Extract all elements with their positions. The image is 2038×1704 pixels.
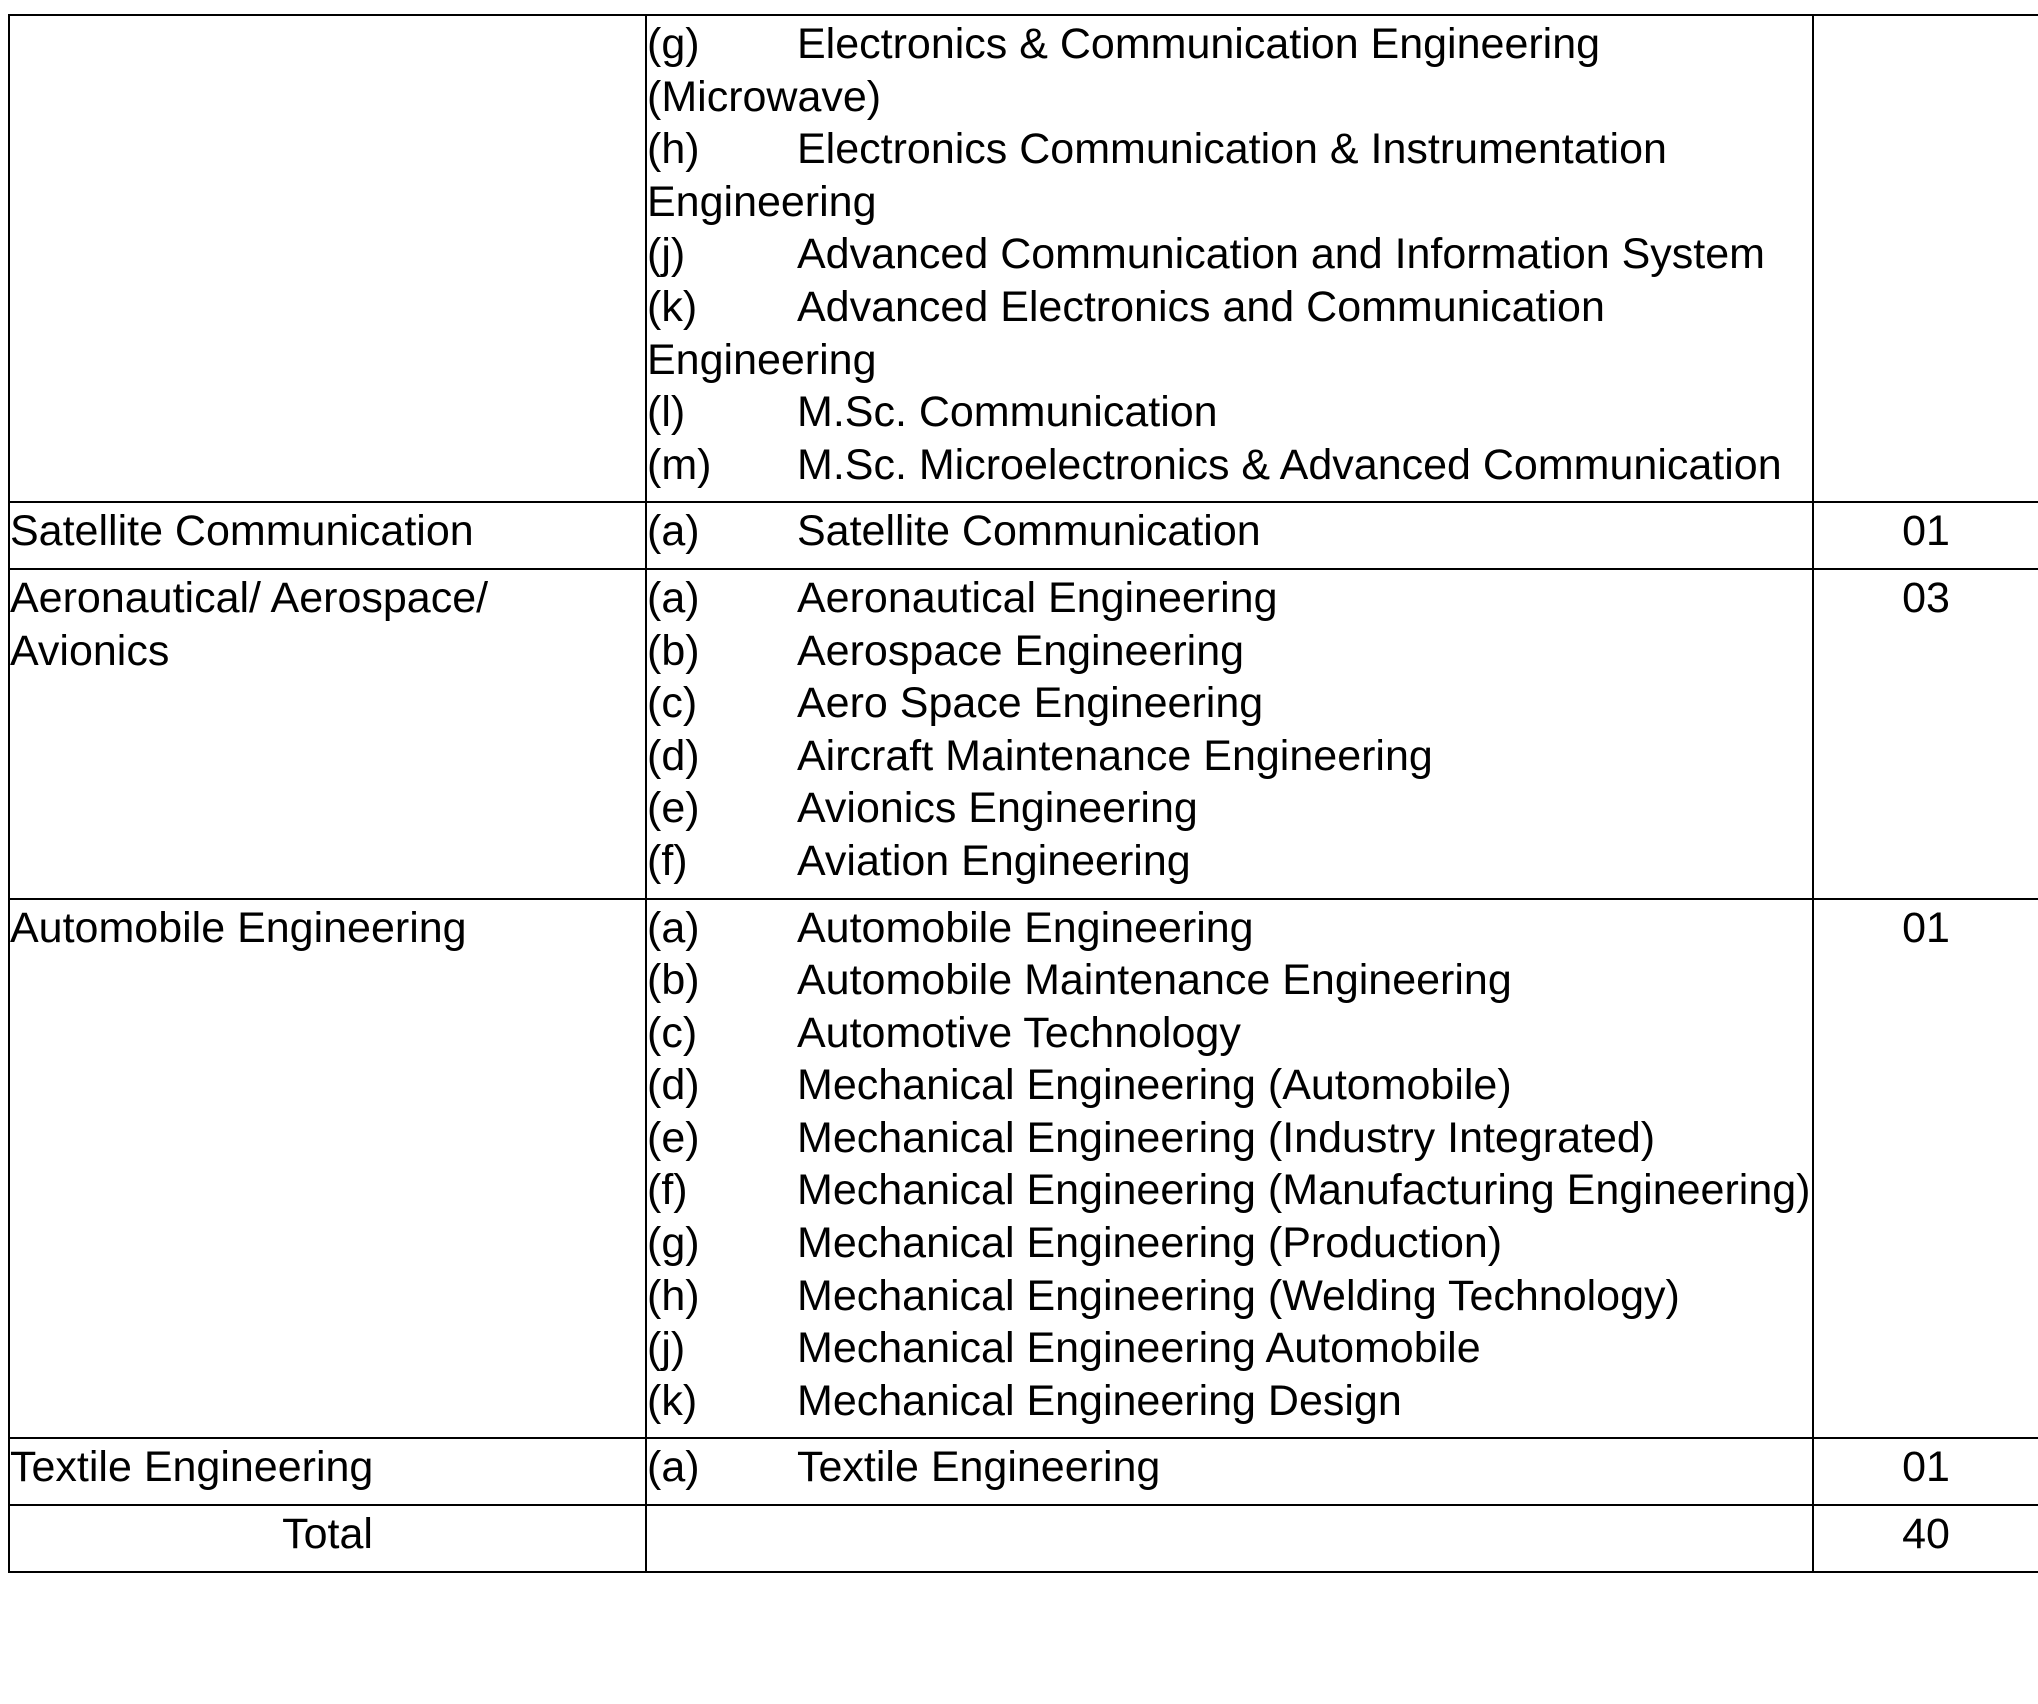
course-label: (k) xyxy=(647,282,698,331)
course-label: (e) xyxy=(647,1113,700,1162)
courses-cell xyxy=(646,569,1813,899)
vacancies-cell: 01 xyxy=(1813,899,2038,1439)
course-text: Mechanical Engineering (Manufacturing Engineering) xyxy=(797,1166,1811,1215)
course-item xyxy=(647,835,1812,888)
course-item xyxy=(647,1164,1812,1217)
vacancies-cell xyxy=(1813,15,2038,502)
course-label: (f) xyxy=(647,1166,688,1215)
course-item xyxy=(647,1322,1812,1375)
course-text: Mechanical Engineering (Automobile) xyxy=(797,1061,1512,1110)
course-text: Advanced Communication and Information System xyxy=(797,230,1765,279)
table-row xyxy=(9,569,2038,899)
course-text: Electronics & Communication Engineering (Microwave) xyxy=(647,20,1601,121)
course-label: (b) xyxy=(647,956,700,1005)
branch-cell xyxy=(9,15,646,502)
course-label: (e) xyxy=(647,784,700,833)
vacancies-cell: 03 xyxy=(1813,569,2038,899)
course-label: (h) xyxy=(647,125,700,174)
course-text: Textile Engineering xyxy=(797,1443,1161,1492)
courses-cell xyxy=(646,1438,1813,1505)
course-text: Mechanical Engineering Design xyxy=(797,1376,1402,1425)
course-item xyxy=(647,386,1812,439)
course-item xyxy=(647,677,1812,730)
table-row xyxy=(9,15,2038,502)
branch-cell: Aeronautical/ Aerospace/ Avionics xyxy=(9,569,646,899)
course-label: (j) xyxy=(647,1324,686,1373)
course-label: (l) xyxy=(647,388,686,437)
course-text: Aircraft Maintenance Engineering xyxy=(797,731,1433,780)
course-label: (a) xyxy=(647,507,700,556)
course-text: Advanced Electronics and Communication Engineering xyxy=(647,282,1605,384)
course-label: (d) xyxy=(647,731,700,780)
course-item xyxy=(647,1112,1812,1165)
course-text: M.Sc. Communication xyxy=(797,388,1218,437)
course-item xyxy=(647,123,1812,228)
course-label: (b) xyxy=(647,626,700,675)
course-item xyxy=(647,1007,1812,1060)
course-label: (a) xyxy=(647,903,700,952)
course-text: Mechanical Engineering Automobile xyxy=(797,1324,1481,1373)
course-text: Mechanical Engineering (Industry Integrated) xyxy=(797,1113,1656,1162)
course-text: Automobile Maintenance Engineering xyxy=(797,956,1512,1005)
course-item xyxy=(647,505,1812,558)
table-body xyxy=(9,15,2038,1572)
course-item xyxy=(647,1270,1812,1323)
course-label: (j) xyxy=(647,230,686,279)
courses-cell xyxy=(646,502,1813,569)
course-item xyxy=(647,228,1812,281)
course-item xyxy=(647,902,1812,955)
course-item xyxy=(647,281,1812,386)
course-text: Automobile Engineering xyxy=(797,903,1254,952)
course-item xyxy=(647,1059,1812,1112)
course-text: Aviation Engineering xyxy=(797,836,1191,885)
course-label: (c) xyxy=(647,679,698,728)
course-label: (c) xyxy=(647,1008,698,1057)
total-label: Total xyxy=(9,1505,646,1572)
course-item xyxy=(647,730,1812,783)
course-item xyxy=(647,782,1812,835)
table-row xyxy=(9,502,2038,569)
course-label: (a) xyxy=(647,573,700,622)
vacancies-cell: 01 xyxy=(1813,1438,2038,1505)
qualification-table xyxy=(8,14,2038,1573)
course-label: (g) xyxy=(647,1219,700,1268)
vacancies-cell: 01 xyxy=(1813,502,2038,569)
table-row xyxy=(9,899,2038,1439)
branch-cell: Automobile Engineering xyxy=(9,899,646,1439)
course-item xyxy=(647,625,1812,678)
course-item xyxy=(647,1217,1812,1270)
course-label: (d) xyxy=(647,1061,700,1110)
total-value: 40 xyxy=(1813,1505,2038,1572)
table-row xyxy=(9,1438,2038,1505)
course-label: (g) xyxy=(647,20,700,68)
course-label: (f) xyxy=(647,836,688,885)
course-item xyxy=(647,1375,1812,1428)
course-text: Avionics Engineering xyxy=(797,784,1198,833)
courses-cell xyxy=(646,15,1813,502)
total-row xyxy=(9,1505,2038,1572)
course-text: M.Sc. Microelectronics & Advanced Communication xyxy=(797,440,1782,489)
course-text: Aerospace Engineering xyxy=(797,626,1245,675)
course-text: Electronics Communication & Instrumentation Engineering xyxy=(647,125,1667,226)
course-text: Aero Space Engineering xyxy=(797,679,1264,728)
course-text: Mechanical Engineering (Production) xyxy=(797,1219,1503,1268)
course-text: Mechanical Engineering (Welding Technology) xyxy=(797,1271,1680,1320)
course-item xyxy=(647,572,1812,625)
course-text: Automotive Technology xyxy=(797,1008,1241,1057)
course-label: (m) xyxy=(647,440,712,489)
course-text: Satellite Communication xyxy=(797,507,1261,556)
course-label: (h) xyxy=(647,1271,700,1320)
course-item xyxy=(647,954,1812,1007)
course-label: (k) xyxy=(647,1376,698,1425)
course-item xyxy=(647,439,1812,492)
course-label: (a) xyxy=(647,1443,700,1492)
total-empty-cell xyxy=(646,1505,1813,1572)
course-text: Aeronautical Engineering xyxy=(797,573,1278,622)
branch-cell: Textile Engineering xyxy=(9,1438,646,1505)
course-item xyxy=(647,18,1812,123)
branch-cell: Satellite Communication xyxy=(9,502,646,569)
course-item xyxy=(647,1441,1812,1494)
courses-cell xyxy=(646,899,1813,1439)
